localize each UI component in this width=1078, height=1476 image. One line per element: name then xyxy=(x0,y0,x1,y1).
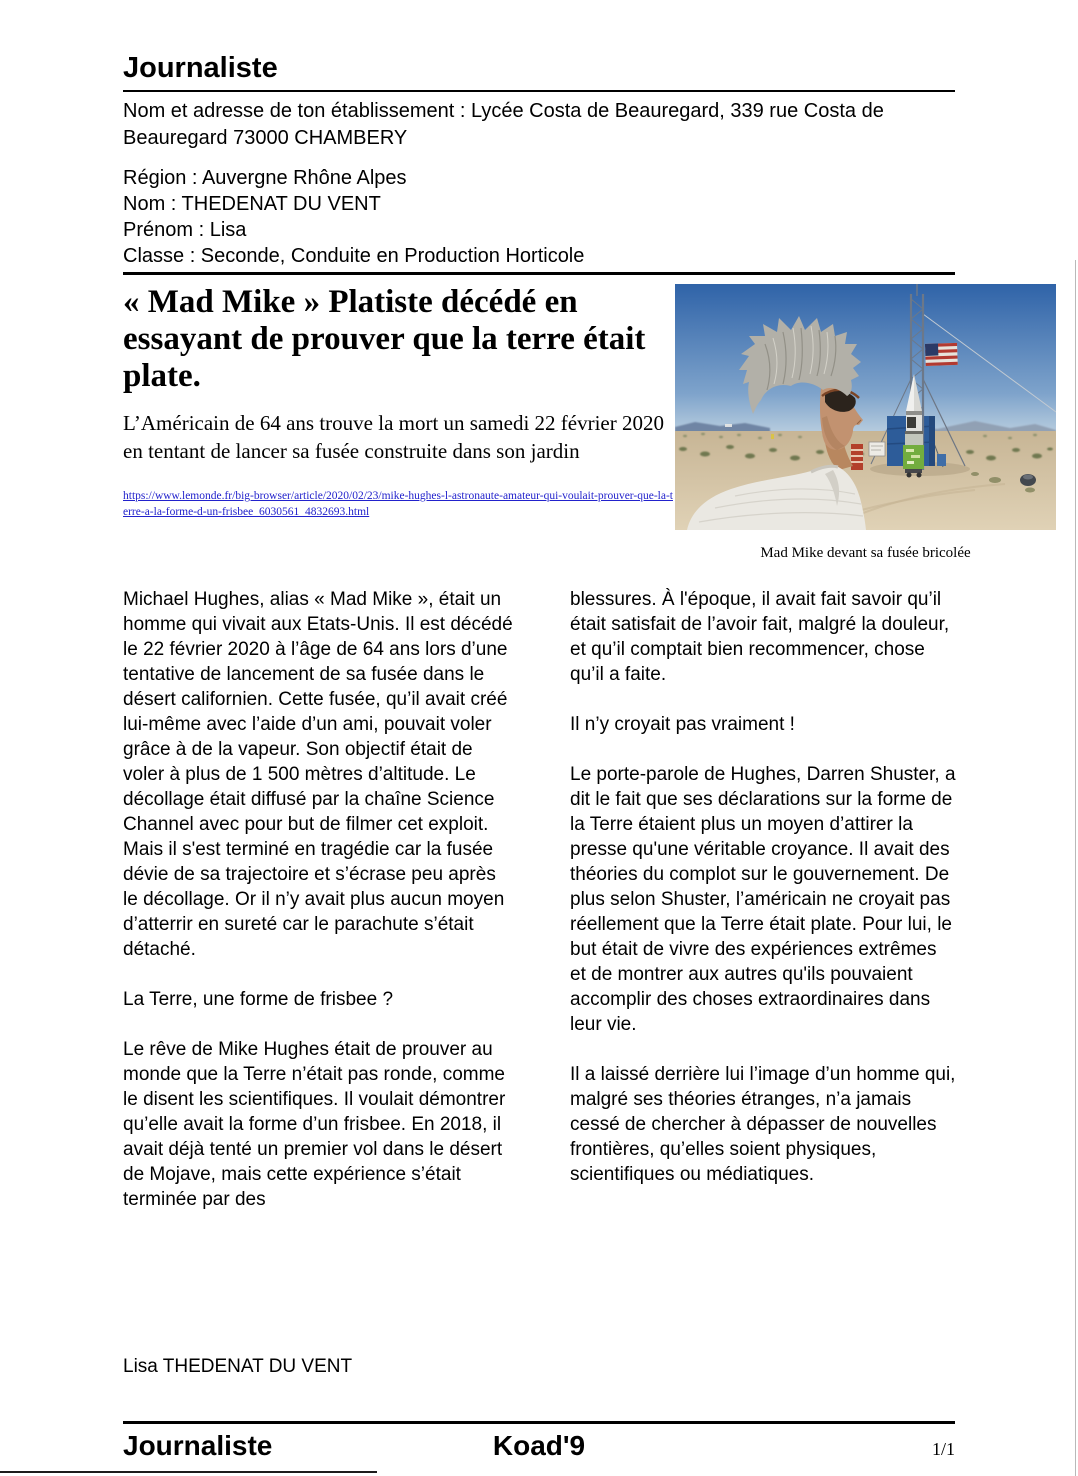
body-paragraph: Il a laissé derrière lui l’image d’un homme qui, malgré ses théories étranges, n’a jamais cessé de chercher à dépasser de nouvelles frontières, qu’elles soient physiques, scientifiques ou médiatiques. xyxy=(570,1064,956,1185)
footer-brand: Koad'9 xyxy=(492,1430,586,1461)
body-paragraph: Il n’y croyait pas vraiment ! xyxy=(570,714,795,735)
photo-caption: Mad Mike devant sa fusée bricolée xyxy=(760,545,971,561)
article-photo xyxy=(675,284,1056,530)
section-divider xyxy=(123,272,955,275)
footer-title: Journaliste xyxy=(123,1430,273,1461)
info-region: Région : Auvergne Rhône Alpes xyxy=(123,167,407,189)
bottom-edge-artifact xyxy=(0,1471,377,1473)
page-footer xyxy=(123,1421,955,1462)
doc-title: Journaliste xyxy=(123,50,955,92)
article-header-section xyxy=(123,284,971,563)
footer-page-number: 1/1 xyxy=(931,1439,955,1459)
body-paragraph: Le porte-parole de Hughes, Darren Shuster, a dit le fait que ses déclarations sur la forme de la Terre étaient plus un moyen d’attirer la presse qu'une véritable croyance. Il avait des théories du complot sur le gouvernement. De plus selon Shuster, l’américain ne croyait pas réellement que la Terre était plate. Pour lui, le but était de vivre des expériences extrêmes et de montrer aux autres qu'ils pouvaient accomplir des choses extraordinaires dans leur vie. xyxy=(570,764,956,1035)
article-subhead: L’Américain de 64 ans trouve la mort un samedi 22 février 2020 en tentant de lancer sa fusée construite dans son jardin xyxy=(123,411,664,463)
body-paragraph: blessures. À l'époque, il avait fait savoir qu’il était satisfait de l’avoir fait, malgré la douleur, et qu’il comptait bien recommencer, chose qu’il a faite. xyxy=(570,589,950,685)
author-signature: Lisa THEDENAT DU VENT xyxy=(123,1356,353,1377)
school-address: Nom et adresse de ton établissement : Lycée Costa de Beauregard, 339 rue Costa de Beauregard 73000 CHAMBERY xyxy=(123,100,884,149)
column-left xyxy=(123,587,514,1237)
headline-column xyxy=(123,284,675,563)
crosshead: La Terre, une forme de frisbee ? xyxy=(123,989,394,1010)
column-right xyxy=(570,587,956,1237)
info-first-name: Prénom : Lisa xyxy=(123,219,247,241)
source-link[interactable]: https://www.lemonde.fr/big-browser/article/2020/02/23/mike-hughes-l-astronaute-amateur-qui-voulait-prouver-que-la-terre-a-la-forme-d-un-frisbee_6030561_4832693.html xyxy=(123,490,673,518)
photo-column xyxy=(675,284,1056,563)
body-paragraph: Le rêve de Mike Hughes était de prouver au monde que la Terre n’était pas ronde, comme le disent les scientifiques. Il voulait démontrer qu’elle avait la forme d’un frisbee. En 2018, il avait déjà tenté un premier vol dans le désert de Mojave, mais cette expérience s’était terminée par des xyxy=(123,1039,506,1210)
article-body xyxy=(123,587,955,1237)
student-info-block xyxy=(123,165,955,269)
info-class: Classe : Seconde, Conduite en Production Horticole xyxy=(123,245,585,267)
body-paragraph: Michael Hughes, alias « Mad Mike », était un homme qui vivait aux Etats-Unis. Il est décédé le 22 février 2020 à l’âge de 64 ans lors d’une tentative de lancement de sa fusée dans le désert californien. Cette fusée, qu’il avait créé lui-même avec l’aide d’un ami, pouvait voler grâce à de la vapeur. Son objectif était de voler à plus de 1 500 mètres d’altitude. Le décollage était diffusé par la chaîne Science Channel avec pour but de filmer cet exploit. Mais il s'est terminé en tragédie car la fusée dévie de sa trajectoire et s’écrase peu après le décollage. Or il n’y avait plus aucun moyen d’atterrir en sureté car le parachute s’était détaché. xyxy=(123,589,513,960)
info-last-name: Nom : THEDENAT DU VENT xyxy=(123,193,381,215)
page-edge-line xyxy=(1075,260,1076,1476)
article-headline: « Mad Mike » Platiste décédé en essayant de prouver que la terre était plate. xyxy=(123,284,646,394)
